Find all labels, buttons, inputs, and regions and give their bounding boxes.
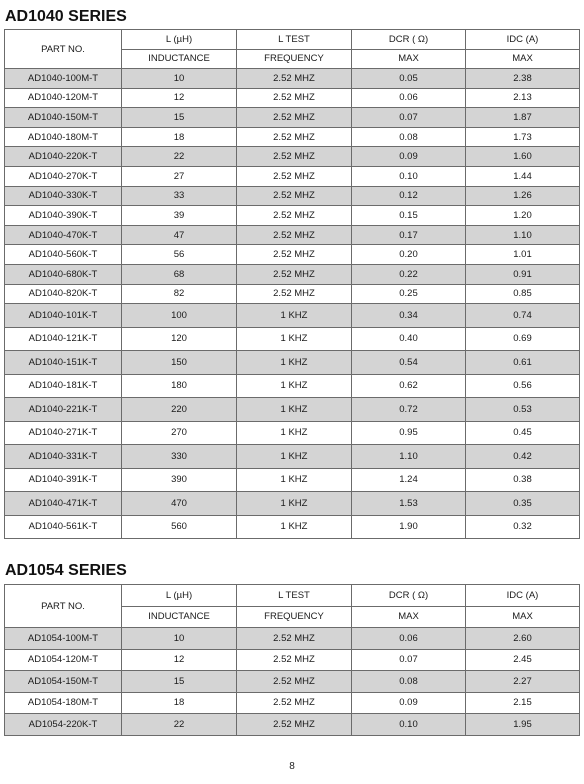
table-row	[5, 108, 580, 128]
idc-cell: 2.27	[466, 671, 580, 693]
table-row	[5, 468, 580, 492]
inductance-cell: 12	[122, 649, 237, 671]
header-row-top	[5, 30, 580, 50]
test-frequency-cell: 1 KHZ	[237, 445, 352, 469]
idc-cell: 0.91	[466, 264, 580, 284]
part-number-cell: AD1040-101K-T	[5, 304, 122, 328]
test-frequency-cell: 2.52 MHZ	[237, 284, 352, 304]
inductance-cell: 560	[122, 515, 237, 539]
dcr-cell: 0.06	[352, 628, 466, 650]
test-frequency-cell: 1 KHZ	[237, 351, 352, 375]
dcr-cell: 0.17	[352, 225, 466, 245]
idc-cell: 1.95	[466, 714, 580, 736]
part-number-cell: AD1040-820K-T	[5, 284, 122, 304]
idc-cell: 1.44	[466, 166, 580, 186]
part-number-cell: AD1040-150M-T	[5, 108, 122, 128]
table-row	[5, 445, 580, 469]
inductance-cell: 120	[122, 327, 237, 351]
dcr-cell: 0.05	[352, 69, 466, 89]
dcr-cell: 0.10	[352, 166, 466, 186]
table-row	[5, 327, 580, 351]
part-number-cell: AD1040-391K-T	[5, 468, 122, 492]
table-row	[5, 374, 580, 398]
part-number-cell: AD1040-471K-T	[5, 492, 122, 516]
header-dcr-unit: DCR ( Ω)	[352, 30, 466, 50]
inductance-cell: 10	[122, 628, 237, 650]
inductance-cell: 82	[122, 284, 237, 304]
dcr-cell: 1.24	[352, 468, 466, 492]
table-row	[5, 88, 580, 108]
part-number-cell: AD1054-150M-T	[5, 671, 122, 693]
dcr-cell: 0.07	[352, 649, 466, 671]
idc-cell: 1.10	[466, 225, 580, 245]
inductance-cell: 10	[122, 69, 237, 89]
idc-cell: 2.38	[466, 69, 580, 89]
series-title-ad1054: AD1054 SERIES	[5, 562, 127, 579]
series-title-ad1040: AD1040 SERIES	[5, 8, 127, 25]
part-number-cell: AD1040-561K-T	[5, 515, 122, 539]
dcr-cell: 0.09	[352, 147, 466, 167]
idc-cell: 1.20	[466, 206, 580, 226]
test-frequency-cell: 1 KHZ	[237, 327, 352, 351]
test-frequency-cell: 1 KHZ	[237, 398, 352, 422]
table-row	[5, 421, 580, 445]
part-number-cell: AD1040-221K-T	[5, 398, 122, 422]
test-frequency-cell: 2.52 MHZ	[237, 206, 352, 226]
dcr-cell: 0.09	[352, 692, 466, 714]
dcr-cell: 0.62	[352, 374, 466, 398]
test-frequency-cell: 1 KHZ	[237, 304, 352, 328]
dcr-cell: 0.15	[352, 206, 466, 226]
idc-cell: 0.42	[466, 445, 580, 469]
idc-cell: 2.45	[466, 649, 580, 671]
idc-cell: 1.01	[466, 245, 580, 265]
table-row	[5, 649, 580, 671]
header-frequency: FREQUENCY	[237, 49, 352, 69]
idc-cell: 0.45	[466, 421, 580, 445]
test-frequency-cell: 2.52 MHZ	[237, 692, 352, 714]
header-idc-max: MAX	[466, 49, 580, 69]
test-frequency-cell: 1 KHZ	[237, 468, 352, 492]
dcr-cell: 0.07	[352, 108, 466, 128]
dcr-cell: 1.10	[352, 445, 466, 469]
table-row	[5, 671, 580, 693]
idc-cell: 0.53	[466, 398, 580, 422]
part-number-cell: AD1054-220K-T	[5, 714, 122, 736]
header-inductance: INDUCTANCE	[122, 606, 237, 628]
idc-cell: 0.61	[466, 351, 580, 375]
dcr-cell: 0.08	[352, 127, 466, 147]
dcr-cell: 1.90	[352, 515, 466, 539]
part-number-cell: AD1040-181K-T	[5, 374, 122, 398]
dcr-cell: 1.53	[352, 492, 466, 516]
inductance-cell: 15	[122, 671, 237, 693]
part-number-cell: AD1040-270K-T	[5, 166, 122, 186]
idc-cell: 1.60	[466, 147, 580, 167]
idc-cell: 0.35	[466, 492, 580, 516]
inductance-cell: 180	[122, 374, 237, 398]
dcr-cell: 0.08	[352, 671, 466, 693]
inductance-cell: 18	[122, 127, 237, 147]
inductance-cell: 330	[122, 445, 237, 469]
dcr-cell: 0.10	[352, 714, 466, 736]
table-row	[5, 304, 580, 328]
dcr-cell: 0.25	[352, 284, 466, 304]
test-frequency-cell: 2.52 MHZ	[237, 88, 352, 108]
header-inductance: INDUCTANCE	[122, 49, 237, 69]
table-row	[5, 245, 580, 265]
part-number-cell: AD1040-151K-T	[5, 351, 122, 375]
header-inductance-unit: L (µH)	[122, 30, 237, 50]
idc-cell: 0.74	[466, 304, 580, 328]
header-test-label: L TEST	[237, 30, 352, 50]
table-row	[5, 186, 580, 206]
inductance-cell: 27	[122, 166, 237, 186]
inductance-cell: 18	[122, 692, 237, 714]
part-number-cell: AD1054-180M-T	[5, 692, 122, 714]
table-row	[5, 351, 580, 375]
part-number-cell: AD1040-220K-T	[5, 147, 122, 167]
test-frequency-cell: 2.52 MHZ	[237, 166, 352, 186]
header-dcr-max: MAX	[352, 49, 466, 69]
test-frequency-cell: 2.52 MHZ	[237, 628, 352, 650]
part-number-cell: AD1040-100M-T	[5, 69, 122, 89]
table-row	[5, 166, 580, 186]
page-number: 8	[289, 761, 295, 772]
idc-cell: 2.13	[466, 88, 580, 108]
idc-cell: 0.32	[466, 515, 580, 539]
inductance-cell: 220	[122, 398, 237, 422]
table-row	[5, 714, 580, 736]
table-row	[5, 692, 580, 714]
part-number-cell: AD1040-680K-T	[5, 264, 122, 284]
header-dcr-max: MAX	[352, 606, 466, 628]
inductance-cell: 56	[122, 245, 237, 265]
dcr-cell: 0.34	[352, 304, 466, 328]
dcr-cell: 0.72	[352, 398, 466, 422]
dcr-cell: 0.40	[352, 327, 466, 351]
test-frequency-cell: 2.52 MHZ	[237, 225, 352, 245]
dcr-cell: 0.22	[352, 264, 466, 284]
part-number-cell: AD1040-180M-T	[5, 127, 122, 147]
test-frequency-cell: 1 KHZ	[237, 492, 352, 516]
inductance-cell: 68	[122, 264, 237, 284]
idc-cell: 0.85	[466, 284, 580, 304]
part-number-cell: AD1040-120M-T	[5, 88, 122, 108]
inductance-cell: 39	[122, 206, 237, 226]
table-row	[5, 69, 580, 89]
test-frequency-cell: 2.52 MHZ	[237, 245, 352, 265]
idc-cell: 0.38	[466, 468, 580, 492]
header-row-top	[5, 585, 580, 607]
dcr-cell: 0.12	[352, 186, 466, 206]
idc-cell: 0.69	[466, 327, 580, 351]
test-frequency-cell: 1 KHZ	[237, 374, 352, 398]
test-frequency-cell: 2.52 MHZ	[237, 69, 352, 89]
inductance-cell: 390	[122, 468, 237, 492]
inductance-cell: 150	[122, 351, 237, 375]
inductance-cell: 270	[122, 421, 237, 445]
test-frequency-cell: 1 KHZ	[237, 515, 352, 539]
idc-cell: 1.87	[466, 108, 580, 128]
part-number-cell: AD1040-390K-T	[5, 206, 122, 226]
inductance-cell: 22	[122, 714, 237, 736]
part-number-cell: AD1040-271K-T	[5, 421, 122, 445]
table-row	[5, 147, 580, 167]
test-frequency-cell: 2.52 MHZ	[237, 186, 352, 206]
dcr-cell: 0.54	[352, 351, 466, 375]
part-number-cell: AD1040-121K-T	[5, 327, 122, 351]
test-frequency-cell: 2.52 MHZ	[237, 147, 352, 167]
inductance-cell: 22	[122, 147, 237, 167]
part-number-cell: AD1040-470K-T	[5, 225, 122, 245]
table-row	[5, 398, 580, 422]
idc-cell: 1.26	[466, 186, 580, 206]
test-frequency-cell: 2.52 MHZ	[237, 264, 352, 284]
header-dcr-unit: DCR ( Ω)	[352, 585, 466, 607]
table-row	[5, 127, 580, 147]
header-inductance-unit: L (µH)	[122, 585, 237, 607]
test-frequency-cell: 2.52 MHZ	[237, 714, 352, 736]
dcr-cell: 0.95	[352, 421, 466, 445]
dcr-cell: 0.20	[352, 245, 466, 265]
table-row	[5, 628, 580, 650]
idc-cell: 2.15	[466, 692, 580, 714]
inductance-cell: 15	[122, 108, 237, 128]
table-row	[5, 225, 580, 245]
table-row	[5, 492, 580, 516]
test-frequency-cell: 2.52 MHZ	[237, 108, 352, 128]
part-number-cell: AD1054-100M-T	[5, 628, 122, 650]
dcr-cell: 0.06	[352, 88, 466, 108]
inductance-cell: 100	[122, 304, 237, 328]
part-number-cell: AD1054-120M-T	[5, 649, 122, 671]
header-test-label: L TEST	[237, 585, 352, 607]
table-row	[5, 206, 580, 226]
table-row	[5, 284, 580, 304]
inductance-cell: 470	[122, 492, 237, 516]
header-idc-max: MAX	[466, 606, 580, 628]
header-idc-unit: IDC (A)	[466, 585, 580, 607]
inductance-cell: 12	[122, 88, 237, 108]
header-part-no: PART NO.	[5, 585, 122, 628]
spec-table-ad1054	[4, 584, 580, 736]
part-number-cell: AD1040-330K-T	[5, 186, 122, 206]
idc-cell: 0.56	[466, 374, 580, 398]
header-part-no: PART NO.	[5, 30, 122, 69]
table-row	[5, 515, 580, 539]
part-number-cell: AD1040-560K-T	[5, 245, 122, 265]
test-frequency-cell: 2.52 MHZ	[237, 649, 352, 671]
test-frequency-cell: 2.52 MHZ	[237, 127, 352, 147]
header-idc-unit: IDC (A)	[466, 30, 580, 50]
test-frequency-cell: 1 KHZ	[237, 421, 352, 445]
spec-table-ad1040	[4, 29, 580, 539]
part-number-cell: AD1040-331K-T	[5, 445, 122, 469]
idc-cell: 1.73	[466, 127, 580, 147]
header-frequency: FREQUENCY	[237, 606, 352, 628]
table-row	[5, 264, 580, 284]
inductance-cell: 47	[122, 225, 237, 245]
idc-cell: 2.60	[466, 628, 580, 650]
test-frequency-cell: 2.52 MHZ	[237, 671, 352, 693]
inductance-cell: 33	[122, 186, 237, 206]
